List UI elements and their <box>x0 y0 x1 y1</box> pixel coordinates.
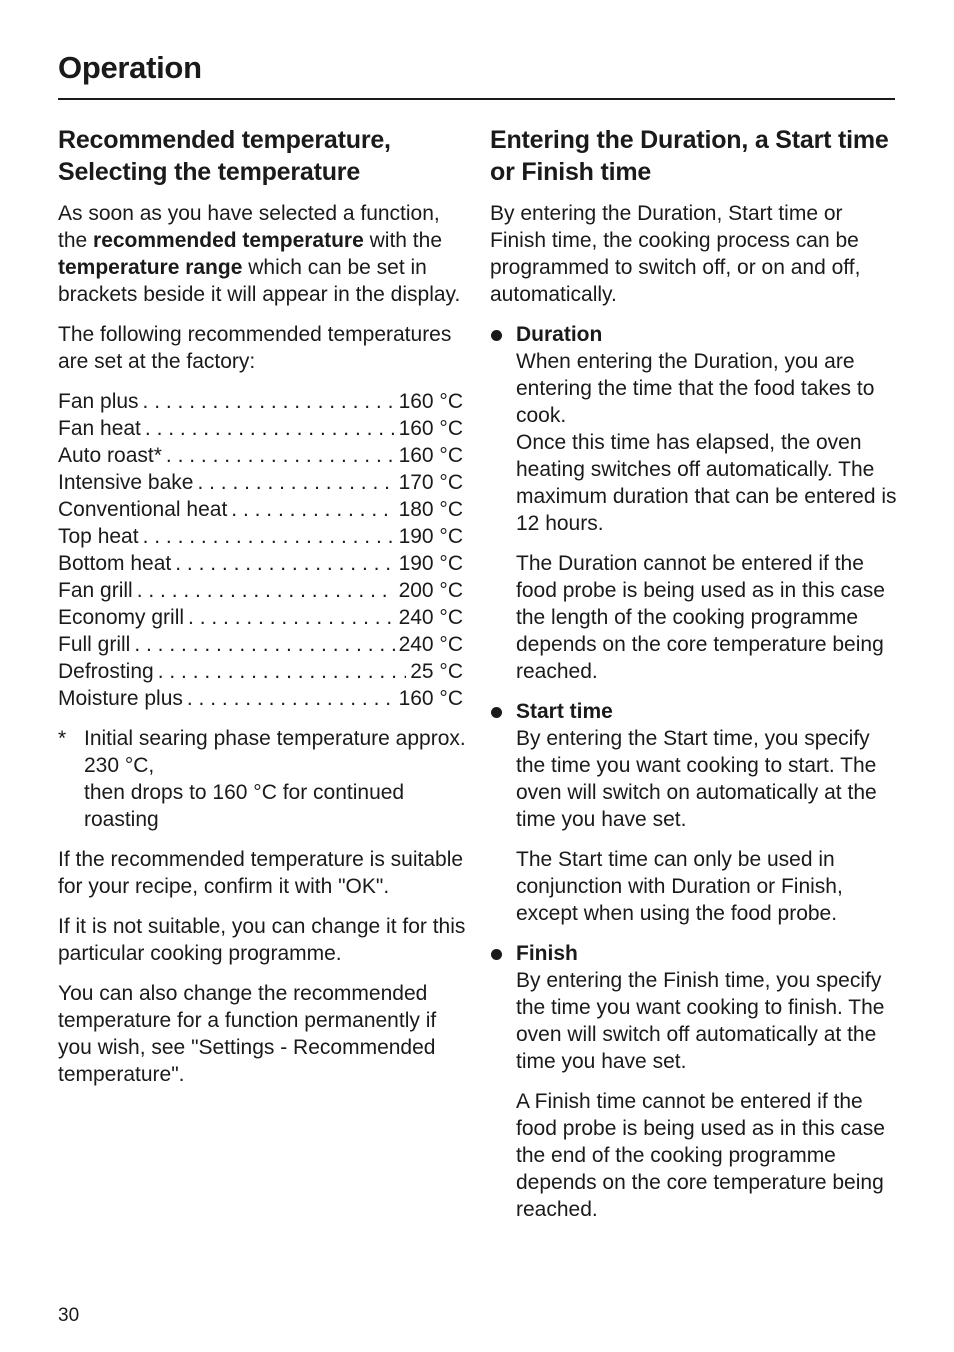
temperature-row <box>58 631 463 658</box>
left-column <box>58 124 468 1101</box>
item-note: A Finish time cannot be entered if the food probe is being used as in this case the end of the cooking programme depends on the core temperature being reached. <box>516 1090 885 1221</box>
intro-text-1: As soon as you have selected a function, the <box>58 202 440 252</box>
item-note: The Start time can only be used in conjunction with Duration or Finish, except when using the food probe. <box>516 848 843 925</box>
temperature-list <box>58 388 463 712</box>
timing-intro: By entering the Duration, Start time or Finish time, the cooking process can be programmed to switch off, or on and off, automatically. <box>490 202 861 306</box>
function-temperature: 170 °C <box>398 471 463 494</box>
function-name: Auto roast* <box>58 444 162 467</box>
temperature-row <box>58 658 463 685</box>
temperature-row <box>58 469 463 496</box>
page-number: 30 <box>58 1305 80 1326</box>
temperature-row <box>58 685 463 712</box>
paragraph-change: If it is not suitable, you can change it for this particular cooking programme. <box>58 915 466 965</box>
temperature-row <box>58 523 463 550</box>
item-label: Start time <box>516 700 613 723</box>
item-text-part: Once this time has elapsed, the oven heating switches off automatically. The maximum duration that can be entered is 12 hours. <box>516 431 897 535</box>
function-name: Moisture plus <box>58 687 183 710</box>
page-title: Operation <box>58 50 202 85</box>
temperature-row <box>58 496 463 523</box>
function-name: Economy grill <box>58 606 185 629</box>
function-temperature: 25 °C <box>410 660 463 683</box>
section-heading-timing: Entering the Duration, a Start time or Finish time <box>490 126 889 186</box>
list-item-duration <box>490 321 900 685</box>
temperature-row <box>58 415 463 442</box>
item-text: By entering the Start time, you specify the time you want cooking to start. The oven will switch on automatically at the time you have set. <box>516 727 877 831</box>
function-name: Defrosting <box>58 660 154 683</box>
function-temperature: 180 °C <box>398 498 463 521</box>
paragraph-confirm: If the recommended temperature is suitable for your recipe, confirm it with "OK". <box>58 848 464 898</box>
item-text-part: When entering the Duration, you are entering the time that the food takes to cook. <box>516 350 875 427</box>
temperature-row <box>58 550 463 577</box>
intro-paragraph <box>58 200 468 308</box>
function-temperature: 240 °C <box>398 606 463 629</box>
function-name: Fan plus <box>58 390 139 413</box>
item-text <box>516 348 900 537</box>
intro-text-3: which can be set in brackets beside it will appear in the display. <box>58 256 461 306</box>
footnote-marker: * <box>58 727 67 750</box>
item-label: Finish <box>516 942 578 965</box>
bullet-icon <box>491 949 502 960</box>
function-temperature: 160 °C <box>398 390 463 413</box>
intro-bold-recommended: recommended temperature <box>93 229 364 252</box>
bullet-icon <box>491 330 502 341</box>
temperature-row <box>58 577 463 604</box>
function-name: Bottom heat <box>58 552 172 575</box>
right-column <box>490 124 900 1236</box>
function-name: Fan grill <box>58 579 133 602</box>
intro-text-2: with the <box>363 229 443 252</box>
section-heading-temperature: Recommended temperature, Selecting the temperature <box>58 126 391 186</box>
function-temperature: 160 °C <box>398 444 463 467</box>
function-temperature: 200 °C <box>398 579 463 602</box>
function-temperature: 190 °C <box>398 525 463 548</box>
function-temperature: 160 °C <box>398 687 463 710</box>
function-name: Top heat <box>58 525 139 548</box>
function-temperature: 190 °C <box>398 552 463 575</box>
temperature-row <box>58 388 463 415</box>
function-name: Conventional heat <box>58 498 228 521</box>
footnote <box>58 725 468 833</box>
item-label: Duration <box>516 323 603 346</box>
temperature-row <box>58 442 463 469</box>
factory-paragraph: The following recommended temperatures are set at the factory: <box>58 323 452 373</box>
intro-bold-range: temperature range <box>58 256 243 279</box>
item-text: By entering the Finish time, you specify the time you want cooking to finish. The oven will switch off automatically at the time you have set. <box>516 969 885 1073</box>
bullet-icon <box>491 707 502 718</box>
footnote-line-1: Initial searing phase temperature approx. 230 °C, <box>84 727 466 777</box>
header-divider <box>58 98 895 100</box>
function-name: Fan heat <box>58 417 141 440</box>
temperature-row <box>58 604 463 631</box>
function-name: Full grill <box>58 633 131 656</box>
paragraph-permanent: You can also change the recommended temperature for a function permanently if you wish, see "Settings - Recommended temperature". <box>58 982 437 1086</box>
function-temperature: 160 °C <box>398 417 463 440</box>
function-name: Intensive bake <box>58 471 194 494</box>
footnote-line-2: then drops to 160 °C for continued roasting <box>84 781 405 831</box>
function-temperature: 240 °C <box>398 633 463 656</box>
item-note: The Duration cannot be entered if the food probe is being used as in this case the length of the cooking programme depends on the core temperature being reached. <box>516 552 885 683</box>
list-item-finish <box>490 940 900 1223</box>
list-item-start-time <box>490 698 900 927</box>
